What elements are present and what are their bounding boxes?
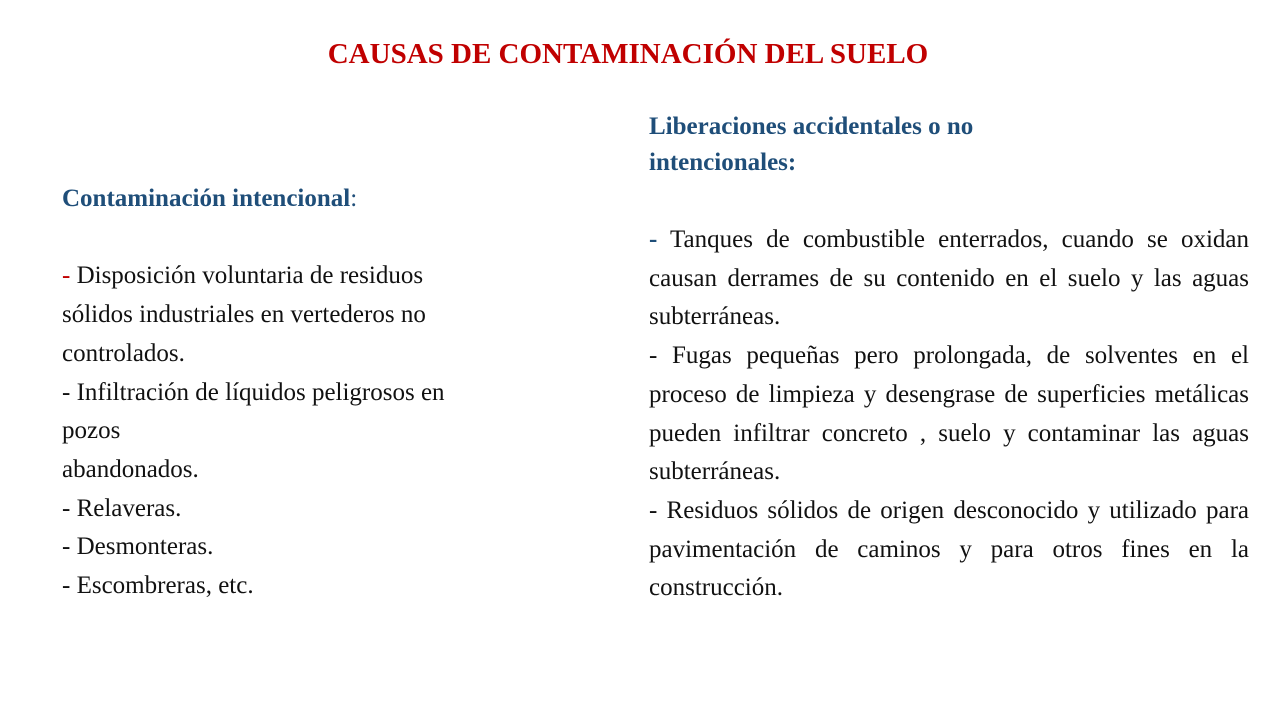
left-item-1-line-1 [62,257,572,296]
spacer [62,219,572,258]
left-item-1-line-2: sólidos industriales en vertederos no [62,301,426,329]
right-heading-line-1: Liberaciones accidentales o no [649,113,974,140]
left-column [62,180,572,606]
left-item-1-text-1: Disposición voluntaria de residuos [76,262,424,290]
left-item-5: - Escombreras, etc. [62,572,254,600]
left-item-1-dash: - [62,262,71,290]
slide-title: CAUSAS DE CONTAMINACIÓN DEL SUELO [327,38,929,70]
right-column [649,109,1249,608]
right-item-1 [649,221,1249,337]
right-item-1-dash: - [649,226,658,253]
left-heading-colon: : [350,185,358,212]
right-item-2: - Fugas pequeñas pero prolongada, de solventes en el proceso de limpieza y desengrase de superficies metálicas pueden infiltrar concreto , suelo y contaminar las aguas subterráneas. [649,342,1249,486]
left-heading-line [62,180,572,219]
spacer [649,181,1249,221]
right-heading-line-2: intencionales: [649,149,797,176]
right-item-3: - Residuos sólidos de origen desconocido y utilizado para pavimentación de caminos y para otros fines en la construcción. [649,496,1249,602]
left-item-2-line-1: - Infiltración de líquidos peligrosos en [62,378,445,406]
left-item-1-line-3: controlados. [62,339,185,367]
left-item-3: - Relaveras. [62,494,182,522]
left-item-4: - Desmonteras. [62,533,214,561]
right-item-1-text: Tanques de combustible enterrados, cuando se oxidan causan derrames de su contenido en el suelo y las aguas subterráneas. [649,226,1249,331]
left-heading: Contaminación intencional [62,185,351,212]
left-item-2-line-3: abandonados. [62,455,199,483]
left-item-2-line-2: pozos [62,417,121,445]
